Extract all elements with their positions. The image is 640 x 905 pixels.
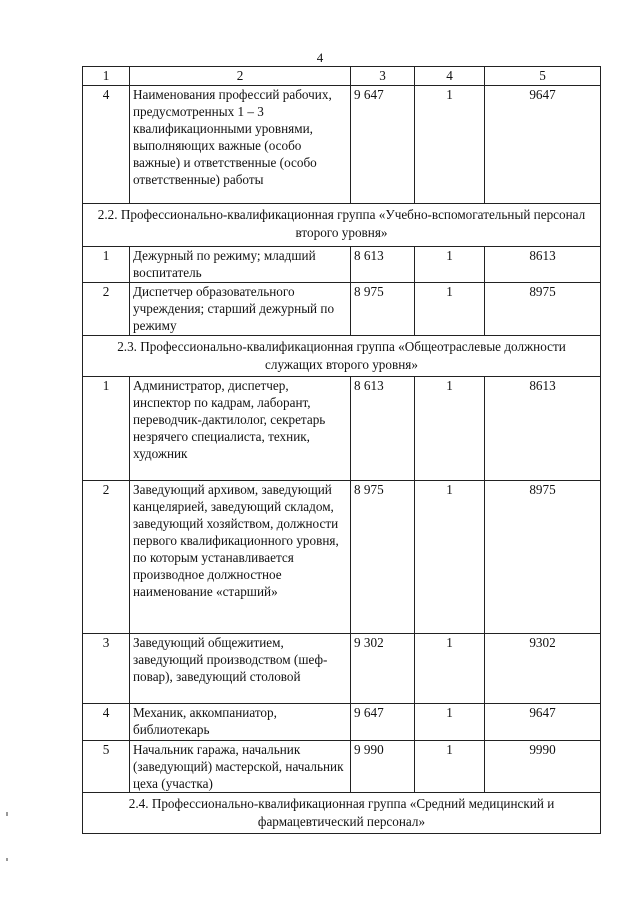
row-number: 4 (83, 704, 130, 741)
position-name: Администратор, диспетчер, инспектор по кадрам, лаборант, переводчик-дактилолог, секретарь незрячего специалиста, техник, художник (130, 377, 351, 481)
total-salary: 9990 (485, 741, 601, 793)
base-salary: 8 613 (351, 247, 415, 283)
base-salary: 9 302 (351, 634, 415, 704)
group-heading: 2.4. Профессионально-квалификационная группа «Средний медицинский и фармацевтический персонал» (83, 793, 601, 834)
total-salary: 8613 (485, 247, 601, 283)
table-row (83, 634, 601, 704)
total-salary: 8975 (485, 283, 601, 336)
group-heading: 2.2. Профессионально-квалификационная группа «Учебно-вспомогательный персонал второго уровня» (83, 204, 601, 247)
base-salary: 8 975 (351, 283, 415, 336)
scan-mark (6, 858, 8, 861)
header-cell-1: 1 (83, 67, 130, 86)
position-name: Дежурный по режиму; младший воспитатель (130, 247, 351, 283)
group-heading-row (83, 336, 601, 377)
row-number: 1 (83, 247, 130, 283)
position-name: Диспетчер образовательного учреждения; старший дежурный по режиму (130, 283, 351, 336)
table-row (83, 377, 601, 481)
position-name: Заведующий архивом, заведующий канцелярией, заведующий складом, заведующий хозяйством, должности первого квалификационного уровня, по которым устанавливается производное должностное наименование «старший» (130, 481, 351, 634)
coefficient: 1 (415, 86, 485, 204)
row-number: 4 (83, 86, 130, 204)
total-salary: 8613 (485, 377, 601, 481)
coefficient: 1 (415, 377, 485, 481)
table-row (83, 741, 601, 793)
page-number: 4 (316, 50, 324, 65)
scan-mark (6, 812, 8, 816)
row-number: 5 (83, 741, 130, 793)
table-header-row (83, 67, 601, 86)
coefficient: 1 (415, 741, 485, 793)
header-cell-2: 2 (130, 67, 351, 86)
total-salary: 9302 (485, 634, 601, 704)
table-row (83, 481, 601, 634)
base-salary: 9 990 (351, 741, 415, 793)
coefficient: 1 (415, 704, 485, 741)
salary-table (82, 66, 601, 834)
position-name: Начальник гаража, начальник (заведующий) мастерской, начальник цеха (участка) (130, 741, 351, 793)
base-salary: 8 613 (351, 377, 415, 481)
table-row (83, 283, 601, 336)
group-heading-row (83, 204, 601, 247)
group-heading: 2.3. Профессионально-квалификационная группа «Общеотраслевые должности служащих второго уровня» (83, 336, 601, 377)
total-salary: 8975 (485, 481, 601, 634)
row-number: 2 (83, 283, 130, 336)
table-row (83, 247, 601, 283)
coefficient: 1 (415, 634, 485, 704)
base-salary: 9 647 (351, 86, 415, 204)
header-cell-5: 5 (485, 67, 601, 86)
base-salary: 9 647 (351, 704, 415, 741)
table-row (83, 704, 601, 741)
position-name: Заведующий общежитием, заведующий производством (шеф-повар), заведующий столовой (130, 634, 351, 704)
position-name: Наименования профессий рабочих, предусмотренных 1 – 3 квалификационными уровнями, выполняющих важные (особо важные) и ответственные (особо ответственные) работы (130, 86, 351, 204)
row-number: 2 (83, 481, 130, 634)
header-cell-3: 3 (351, 67, 415, 86)
total-salary: 9647 (485, 86, 601, 204)
coefficient: 1 (415, 283, 485, 336)
group-heading-row (83, 793, 601, 834)
row-number: 3 (83, 634, 130, 704)
row-number: 1 (83, 377, 130, 481)
table-row (83, 86, 601, 204)
coefficient: 1 (415, 481, 485, 634)
base-salary: 8 975 (351, 481, 415, 634)
coefficient: 1 (415, 247, 485, 283)
header-cell-4: 4 (415, 67, 485, 86)
position-name: Механик, аккомпаниатор, библиотекарь (130, 704, 351, 741)
total-salary: 9647 (485, 704, 601, 741)
